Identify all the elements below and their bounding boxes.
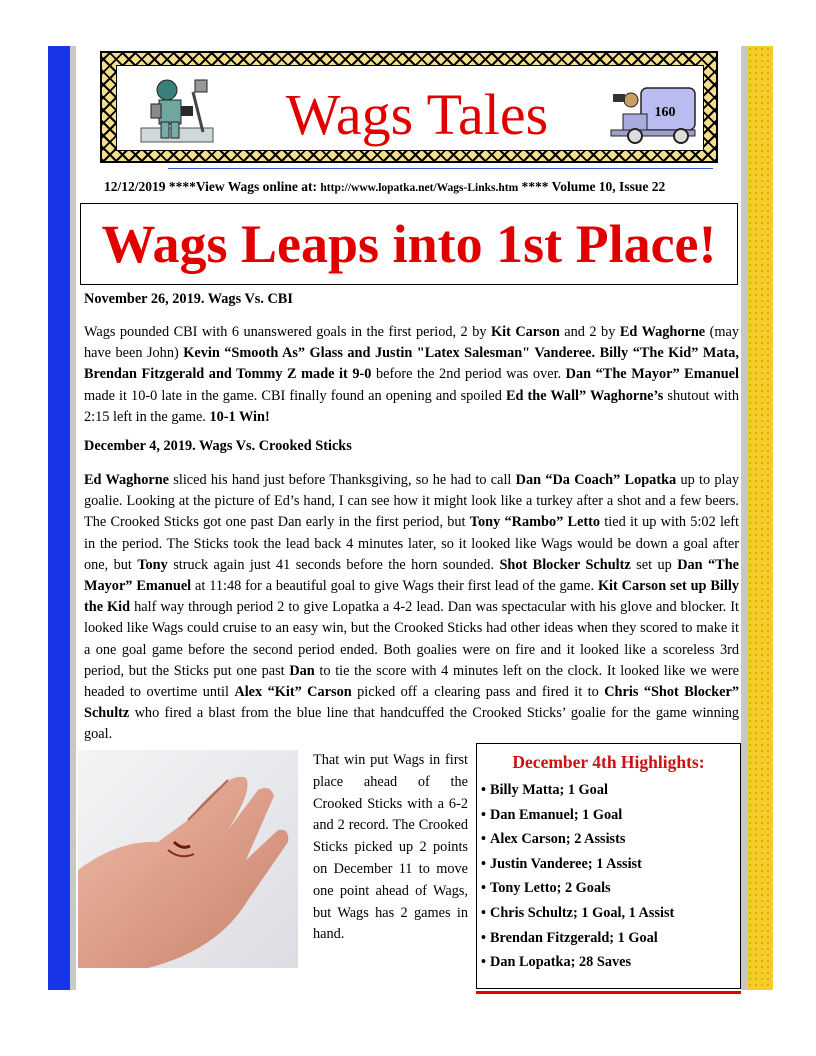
text-run: struck again just 41 seconds before the horn sounded. xyxy=(167,556,500,573)
text-run: Ed Waghorne xyxy=(84,472,170,488)
text-run: Dan “The Mayor” Emanuel xyxy=(84,556,740,595)
footer-rule xyxy=(476,991,741,994)
text-run: (may have been John) xyxy=(84,324,739,362)
list-item: • Alex Carson; 2 Assists xyxy=(481,827,674,852)
volume-issue: **** Volume 10, Issue 22 xyxy=(518,179,666,194)
newsletter-title: Wags Tales xyxy=(285,82,549,147)
text-run: Tony xyxy=(137,556,168,573)
zamboni-clipart xyxy=(609,74,697,146)
text-run: Wags pounded CBI with 6 unanswered goals in the first period, 2 by xyxy=(84,324,491,340)
list-item: • Justin Vanderee; 1 Assist xyxy=(481,852,674,877)
highlights-list xyxy=(481,778,674,975)
text-run: set up xyxy=(630,556,678,573)
game1-recap xyxy=(84,322,739,428)
text-run: 10-1 Win! xyxy=(209,408,270,425)
headline-box xyxy=(80,203,738,285)
text-run: half way through period 2 to give Lopatka a 4-2 lead. Dan was spectacular with his glove and blocker. It looked like Wags could cruise to an easy win, but the Crooked Sticks had other ideas when they scored to make it a one goal game before the second period ended. Both goalies were on fire and it looked like a scoreless 3rd period, but the Sticks put one past xyxy=(84,599,739,679)
issue-info-line xyxy=(104,179,734,195)
highlights-box xyxy=(476,743,741,989)
text-run: Shot Blocker Schultz xyxy=(499,556,631,573)
left-decorative-bar xyxy=(48,46,76,990)
text-run: up to play goalie. Looking at the picture of Ed’s hand, I can see how it might look like a turkey after a shot and a few beers. The Crooked Sticks got one past Dan early in the first period, but xyxy=(84,472,739,531)
wags-online-link[interactable]: http://www.lopatka.net/Wags-Links.htm xyxy=(320,182,519,194)
game2-dateline: December 4, 2019. Wags Vs. Crooked Sticks xyxy=(84,438,352,454)
text-run: and 2 by xyxy=(559,324,620,340)
list-item: • Dan Lopatka; 28 Saves xyxy=(481,950,674,975)
standings-note: That win put Wags in first place ahead of the Crooked Sticks with a 6-2 and 2 record. The Crooked Sticks picked up 2 points on December 11 to move one point ahead of Wags, but Wags has 2 games in hand. xyxy=(313,752,468,943)
text-run: before the 2nd period was over. xyxy=(371,366,566,383)
game1-dateline: November 26, 2019. Wags Vs. CBI xyxy=(84,291,293,307)
list-item: • Dan Emanuel; 1 Goal xyxy=(481,803,674,828)
masthead-banner xyxy=(100,51,718,163)
injured-hand-photo xyxy=(78,750,298,968)
list-item: • Billy Matta; 1 Goal xyxy=(481,778,674,803)
text-run: to tie the score with 4 minutes left on the clock. It looked like we were headed to overtime until xyxy=(84,662,740,701)
masthead-rule xyxy=(168,168,713,169)
text-run: Ed Waghorne xyxy=(619,324,706,340)
list-item: • Brendan Fitzgerald; 1 Goal xyxy=(481,926,674,951)
highlights-title: December 4th Highlights: xyxy=(512,752,705,772)
text-run: who fired a blast from the blue line that handcuffed the Crooked Sticks’ goalie for the game winning goal. xyxy=(84,705,739,743)
text-run: Alex “Kit” Carson xyxy=(234,684,352,701)
hockey-goalie-clipart xyxy=(137,72,217,148)
issue-badge: 160 xyxy=(654,105,676,120)
text-run: Tony “Rambo” Letto xyxy=(469,514,601,531)
text-run: sliced his hand just before Thanksgiving, so he had to call xyxy=(169,472,516,488)
text-run: shutout with 2:15 left in the game. xyxy=(84,387,740,425)
text-run: Kit Carson xyxy=(490,324,560,340)
text-run: Dan xyxy=(289,662,315,679)
text-run: Chris “Shot Blocker” Schultz xyxy=(84,684,740,722)
text-run: Ed the Wall” Waghorne’s xyxy=(505,387,664,404)
right-decorative-bar xyxy=(741,46,773,990)
issue-date: 12/12/2019 ****View Wags online at: xyxy=(104,179,321,194)
text-run: picked off a clearing pass and fired it to xyxy=(351,684,605,701)
text-run: tied it up with 5:02 left in the period. The Sticks took the lead back 4 minutes later, so it looked like Wags would be down a goal after one, but xyxy=(84,514,740,573)
text-run: Dan “Da Coach” Lopatka xyxy=(515,472,677,488)
text-run: made it 10-0 late in the game. CBI finally found an opening and spoiled xyxy=(84,387,506,404)
headline: Wags Leaps into 1st Place! xyxy=(101,214,717,274)
text-run: Kevin “Smooth As” Glass and Justin "Latex Salesman" Vanderee. Billy “The Kid” Mata, Brendan Fitzgerald and Tommy Z made it 9-0 xyxy=(84,345,739,383)
list-item: • Tony Letto; 2 Goals xyxy=(481,876,674,901)
text-run: Kit Carson set up Billy the Kid xyxy=(84,578,739,616)
text-run: Dan “The Mayor” Emanuel xyxy=(565,366,739,383)
game2-recap xyxy=(84,470,739,746)
list-item: • Chris Schultz; 1 Goal, 1 Assist xyxy=(481,901,674,926)
masthead-panel xyxy=(116,65,704,151)
text-run: at 11:48 for a beautiful goal to give Wags their first lead of the game. xyxy=(191,578,598,595)
